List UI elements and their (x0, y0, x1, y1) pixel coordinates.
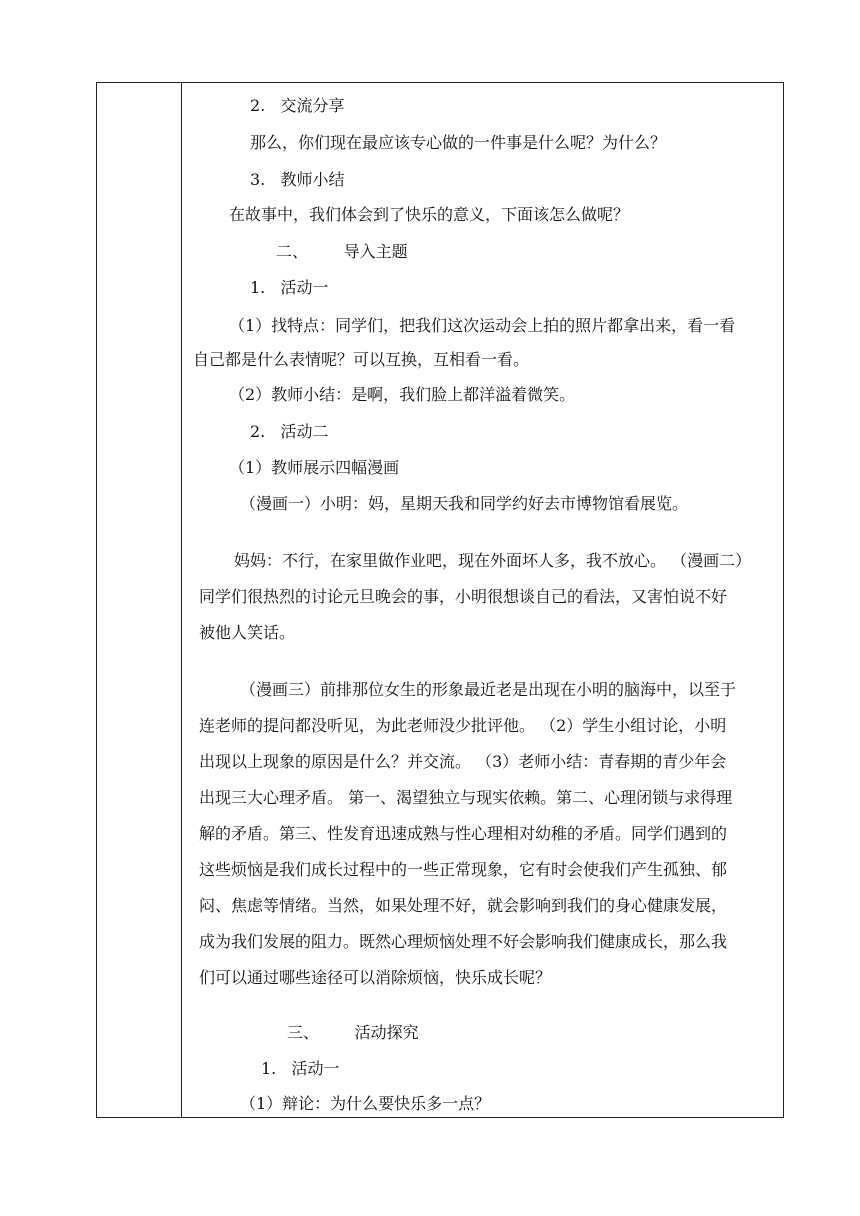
story-summary-line: 在故事中，我们体会到了快乐的意义，下面该怎么做呢？ (229, 205, 630, 224)
comic-mom-line: 妈妈：不行，在家里做作业吧，现在外面坏人多，我不放心。 （漫画二） (234, 551, 752, 570)
comic-two-line: 同学们很热烈的讨论元旦晚会的事，小明很想谈自己的看法，又害怕说不好 (199, 587, 728, 606)
find-features-line: （1）找特点：同学们，把我们这次运动会上拍的照片都拿出来，看一看 (229, 316, 736, 335)
heading-teacher-summary: 3. 教师小结 (250, 170, 345, 189)
teacher-summary-smile: （2）教师小结：是啊，我们脸上都洋溢着微笑。 (229, 385, 576, 404)
activity-one-heading-2: 1. 活动一 (261, 1059, 340, 1078)
section-three-title: 三、 活动探究 (287, 1023, 419, 1042)
activity-one-heading: 1. 活动一 (250, 278, 329, 297)
body-line-23: 成为我们发展的阻力。既然心理烦恼处理不好会影响我们健康成长，那么我 (199, 932, 728, 951)
body-line-19: 出现三大心理矛盾。 第一、渴望独立与现实依赖。第二、心理闭锁与求得理 (199, 788, 733, 807)
heading-exchange-share: 2. 交流分享 (250, 96, 345, 115)
body-line-20: 解的矛盾。第三、性发育迅速成熟与性心理相对幼稚的矛盾。同学们遇到的 (199, 824, 728, 843)
comic-two-cont: 被他人笑话。 (199, 623, 296, 642)
body-line-21: 这些烦恼是我们成长过程中的一些正常现象，它有时会使我们产生孤独、郁 (199, 860, 728, 879)
body-line-18: 出现以上现象的原因是什么？并交流。 （3）老师小结：青春期的青少年会 (199, 752, 727, 771)
comic-one-line: （漫画一）小明：妈，星期天我和同学约好去市博物馆看展览。 (240, 494, 689, 513)
debate-line: （1）辩论：为什么要快乐多一点？ (240, 1094, 491, 1113)
body-line-17: 连老师的提问都没听见，为此老师没少批评他。 （2）学生小组讨论，小明 (199, 716, 727, 735)
body-line-24: 们可以通过哪些途径可以消除烦恼，快乐成长呢？ (199, 968, 552, 987)
question-line: 那么，你们现在最应该专心做的一件事是什么呢？为什么？ (250, 133, 667, 152)
body-line-22: 闷、焦虑等情绪。当然，如果处理不好，就会影响到我们的身心健康发展， (199, 896, 728, 915)
section-two-title: 二、 导入主题 (276, 242, 408, 261)
comic-three-line: （漫画三）前排那位女生的形象最近老是出现在小明的脑海中，以至于 (240, 680, 737, 699)
show-comics-line: （1）教师展示四幅漫画 (229, 458, 400, 477)
column-divider (181, 82, 182, 1118)
activity-two-heading: 2. 活动二 (250, 422, 329, 441)
find-features-cont: 自己都是什么表情呢？可以互换，互相看一看。 (193, 350, 530, 369)
